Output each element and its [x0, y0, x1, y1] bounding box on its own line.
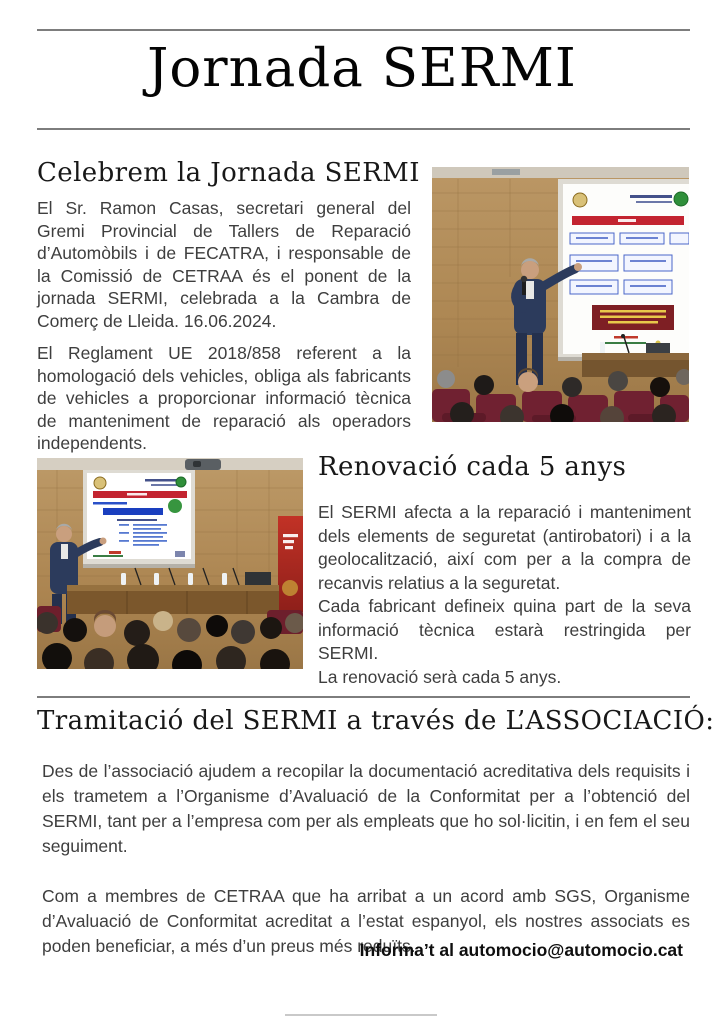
- laptop: [245, 572, 271, 585]
- mid-rule: [37, 696, 690, 698]
- section-heading-celebrem: Celebrem la Jornada SERMI: [37, 158, 420, 188]
- renovacio-text-block: [318, 501, 691, 689]
- tramitacio-paragraph-2: Com a membres de CETRAA que ha arribat a un acord amb SGS, Organisme d’Avaluació de Conformitat acreditat a l’estat espanyol, els nostres associats es poden beneficiar, a més d’un preus més reduïts.: [42, 886, 690, 956]
- red-banner: [278, 516, 303, 612]
- renovacio-paragraph-1: El SERMI afecta a la reparació i manteniment dels elements de seguretat (antirobatori) i a la geolocalització, així com per a la compra de recanvis relatius a la seguretat.: [318, 502, 691, 593]
- photo-speaker-presenting: [432, 167, 689, 422]
- ceiling-vent: [492, 169, 520, 175]
- section-heading-renovacio: Renovació cada 5 anys: [318, 452, 627, 482]
- bottom-rule: [285, 1014, 437, 1016]
- ceiling-projector: [185, 459, 221, 470]
- renovacio-paragraph-2: Cada fabricant defineix quina part de la seva informació tècnica estarà restringida per SERMI.: [318, 596, 691, 663]
- ceiling-strip: [432, 167, 689, 178]
- celebrem-paragraph-2: El Reglament UE 2018/858 referent a la homologació dels vehicles, obliga als fabricants de vehicles a proporcionar informació tècnica de manteniment de reparació als operadors independents.: [37, 343, 411, 453]
- section-heading-tramitacio: Tramitació del SERMI a través de L’ASSOCIACIÓ:: [37, 706, 715, 736]
- top-rule: [37, 29, 690, 31]
- title-rule: [37, 128, 690, 130]
- renovacio-paragraph-3: La renovació serà cada 5 anys.: [318, 666, 562, 687]
- tramitacio-paragraph-1: Des de l’associació ajudem a recopilar la documentació acreditativa dels requisits i els trametem a l’Organisme d’Avaluació de la Conformitat per a l’obtenció del SERMI, tant per a l’empresa com per als empleats que ho sol·licitin, i en fem el seu seguiment.: [42, 761, 690, 856]
- ceiling-strip: [37, 458, 303, 470]
- photo-audience-and-screen: [37, 458, 303, 669]
- page-title: Jornada SERMI: [147, 38, 577, 99]
- celebrem-paragraph-1: El Sr. Ramon Casas, secretari general del Gremi Provincial de Tallers de Reparació d’Automòbils i de FECATRA, i responsable de la Comissió de CETRAA és el ponent de la jornada SERMI, celebrada a la Cambra de Comerç de Lleida. 16.06.2024.: [37, 198, 411, 331]
- contact-info: Informa’t al automocio@automocio.cat: [359, 940, 683, 960]
- celebrem-text-block: [37, 197, 411, 465]
